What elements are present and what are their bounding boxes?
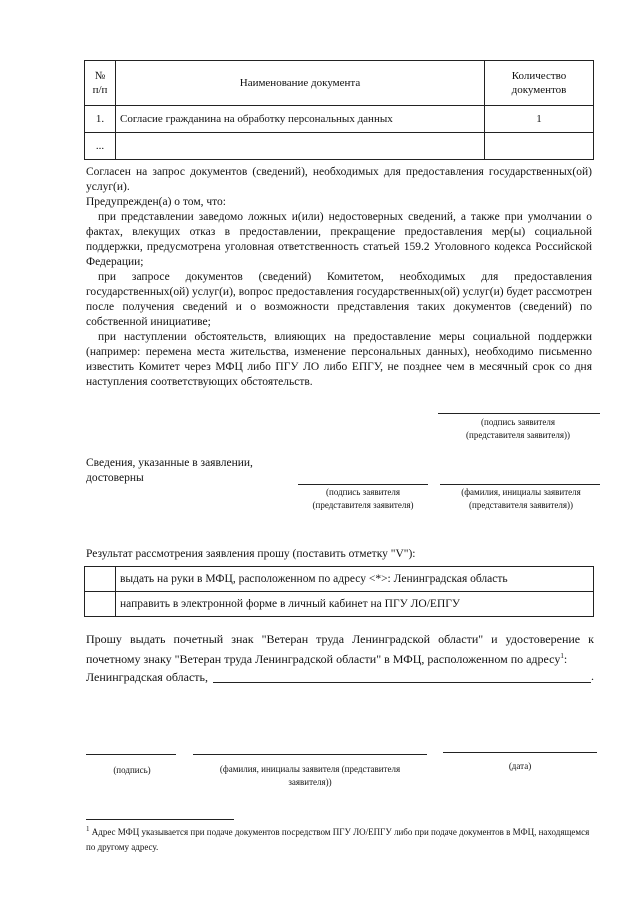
signature-line[interactable]: [86, 754, 176, 755]
result-label: Результат рассмотрения заявления прошу (поставить отметку "V"):: [86, 548, 416, 560]
cell-count: [485, 133, 594, 160]
date-caption: (дата): [508, 761, 532, 771]
cell-number: ...: [85, 133, 116, 160]
name-line[interactable]: [193, 754, 427, 755]
signature-line[interactable]: [298, 484, 428, 485]
warning-paragraph: при запросе документов (сведений) Комитетом, необходимых для предоставления государственных(ой) услуг(и), вопрос предоставления государственных(ой) услуг(и) будет рассмотрен после получения сведений и о возможности представления таких документов (сведений) по собственной инициативе;: [86, 271, 592, 328]
address-end: .: [591, 669, 594, 683]
header-count: Количество документов: [485, 61, 594, 106]
warning-heading: Предупрежден(а) о том, что:: [86, 196, 226, 208]
consent-block: [86, 165, 592, 390]
footnote-divider: [86, 819, 234, 820]
documents-table: [84, 60, 594, 160]
warning-paragraph: при наступлении обстоятельств, влияющих на предоставление меры социальной поддержки (например: перемена места жительства, изменение персональных данных), необходимо письменно известить Комитет через МФЦ либо ПГУ ЛО либо ЕПГУ, не позднее чем в месячный срок со дня наступления соответствующих обстоятельств.: [86, 331, 592, 388]
table-row: [85, 133, 594, 160]
cell-document-name: [116, 133, 485, 160]
result-option-label: направить в электронной форме в личный кабинет на ПГУ ЛО/ЕПГУ: [116, 592, 594, 617]
address-prefix: Ленинградская область,: [86, 670, 208, 684]
header-document-name: Наименование документа: [116, 61, 485, 106]
consent-paragraph: Согласен на запрос документов (сведений), необходимых для предоставления государственных(ой) услуг(и).: [86, 166, 592, 193]
result-checkbox[interactable]: [85, 592, 116, 617]
footnote-ref: 1: [560, 652, 564, 660]
table-row: [85, 106, 594, 133]
result-option-row: [85, 592, 594, 617]
table-header-row: [85, 61, 594, 106]
date-line[interactable]: [443, 752, 597, 753]
warning-paragraph: при представлении заведомо ложных и(или) недостоверных сведений, а также при умолчании о фактах, влекущих отказ в предоставлении, прекращение предоставления мер(ы) социальной поддержки, предусмотрена уголовная ответственность статьей 159.2 Уголовного кодекса Российской Федерации;: [86, 211, 592, 268]
header-number: № п/п: [85, 61, 116, 106]
result-option-label: выдать на руки в МФЦ, расположенном по адресу <*>: Ленинградская область: [116, 567, 594, 592]
signature-caption: (подпись заявителя (представителя заявителя)): [466, 417, 570, 440]
name-caption: (фамилия, инициалы заявителя (представителя заявителя)): [219, 764, 401, 787]
signature-caption: (подпись заявителя (представителя заявителя): [312, 487, 414, 510]
footnote-mark: 1: [86, 825, 90, 833]
signature-caption: (подпись): [113, 765, 151, 775]
footnote-text: Адрес МФЦ указывается при подаче документов посредством ПГУ ЛО/ЕПГУ либо при подаче документов в МФЦ, находящемся по другому адресу.: [86, 827, 590, 852]
request-block: [86, 631, 594, 668]
name-caption: (фамилия, инициалы заявителя (представителя заявителя)): [461, 487, 581, 510]
verified-statement: Сведения, указанные в заявлении, достоверны: [86, 457, 253, 484]
result-option-row: [85, 567, 594, 592]
signature-line[interactable]: [438, 413, 600, 414]
name-line[interactable]: [440, 484, 600, 485]
request-text: Прошу выдать почетный знак "Ветеран труда Ленинградской области" и удостоверение к почетному знаку "Ветеран труда Ленинградской области" в МФЦ, расположенном по адресу: [86, 632, 594, 666]
cell-count: 1: [485, 106, 594, 133]
cell-number: 1.: [85, 106, 116, 133]
footnote: [86, 822, 598, 855]
result-options-table: [84, 566, 594, 617]
cell-document-name: Согласие гражданина на обработку персональных данных: [116, 106, 485, 133]
address-line[interactable]: [213, 682, 591, 683]
result-checkbox[interactable]: [85, 567, 116, 592]
request-colon: :: [563, 652, 568, 666]
